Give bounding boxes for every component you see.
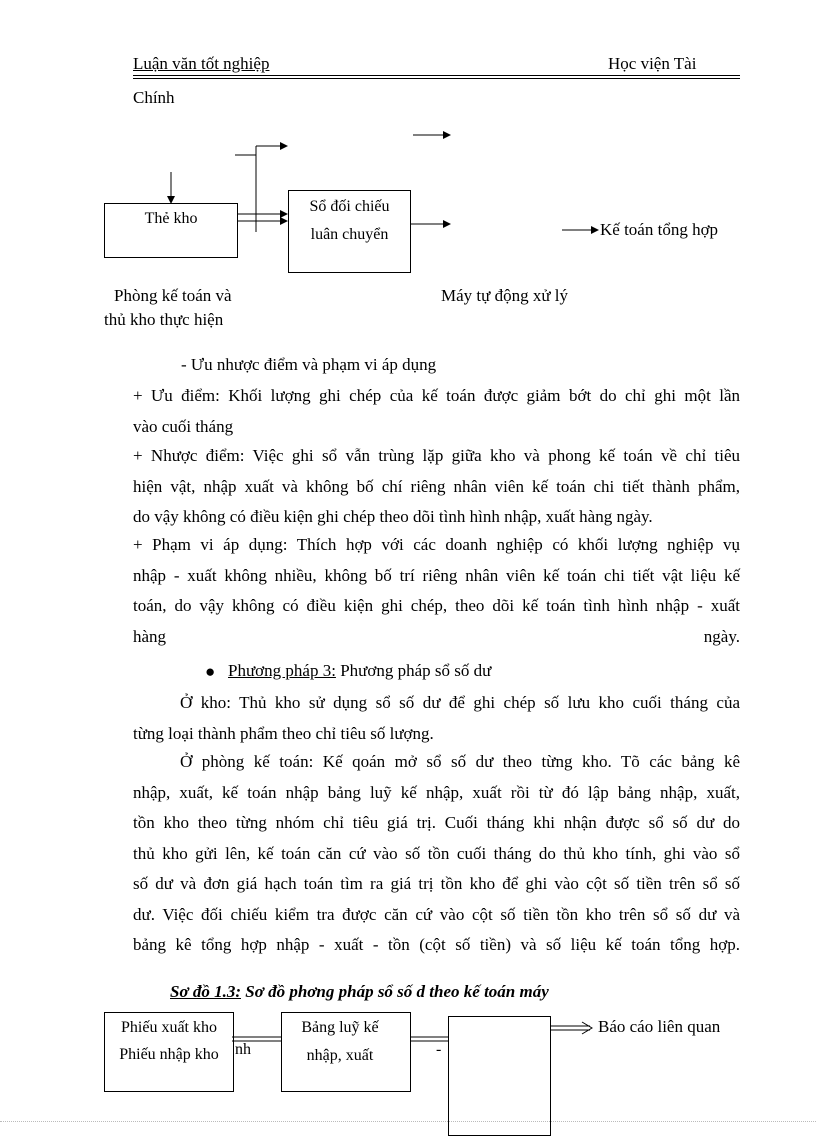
header-right: Học viện Tài: [608, 54, 697, 73]
the-kho-label: Thẻ kho: [144, 210, 198, 227]
uu-diem-line: + Ưu điểm: Khối lượng ghi chép của kế toán được giảm bớt do chỉ ghi một lần: [133, 386, 740, 405]
o-kho-line: Ở kho: Thủ kho sử dụng sổ số dư để ghi chép số lưu kho cuối tháng của: [180, 693, 740, 712]
o-phong-line: Ở phòng kế toán: Kế qoán mở sổ số dư theo từng kho. Tõ các bảng kê: [180, 752, 740, 771]
nhuoc-diem-line: hiện vật, nhập xuất và không bố chí riêng nhân viên kế toán chi tiết thành phẩm,: [133, 476, 740, 496]
pham-vi-last-left: hàng: [133, 626, 167, 646]
o-phong-line: số dư và đơn giá hạch toán tìm ra giá trị tồn kho để ghi vào cột số tiền trên sổ số: [133, 874, 740, 893]
header-left: Luận văn tốt nghiệp: [133, 54, 270, 73]
phong-ke-toan-line1: Phòng kế toán và: [114, 286, 232, 305]
nhuoc-diem-line: + Nhược điểm: Việc ghi sổ vẫn trùng lặp giữa kho và phong kế toán về chỉ tiêu: [133, 446, 740, 465]
ke-toan-tong-hop-label: Kế toán tổng hợp: [600, 220, 719, 239]
bang-luy-ke-line2: nhập, xuất: [306, 1047, 374, 1064]
empty-box: [448, 1016, 551, 1136]
so-doi-chieu-line1: Sổ đối chiếu: [309, 198, 390, 215]
o-phong-line: dư. Việc đối chiếu kiểm tra được căn cứ vào cột số tiền tồn kho trên sổ số dư và: [133, 904, 740, 924]
stray-dash: -: [436, 1041, 442, 1058]
diagram-2-caption-label: Sơ đồ 1.3:: [170, 982, 241, 1001]
diagram-2-caption-title: Sơ đồ phơng pháp sổ số d theo kế toán máy: [241, 982, 549, 1001]
method3-title: Phương pháp sổ số dư: [335, 661, 492, 680]
phieu-nhap-label: Phiếu nhập kho: [119, 1046, 219, 1063]
sub-heading: - Ưu nhược điểm và phạm vi áp dụng: [181, 355, 437, 374]
o-phong-line: nhập, xuất, kế toán nhập bảng luỹ kế nhập, xuất rồi từ đó lập bảng nhập, xuất,: [133, 782, 740, 802]
o-phong-line: thủ kho gửi lên, kế toán căn cứ vào số tồn cuối tháng do thủ kho tính, ghi vào sổ: [133, 843, 740, 863]
o-phong-line: bảng kê tổng hợp nhập - xuất - tồn (cột số tiền) và số liệu kế toán tổng hợp.: [133, 935, 740, 954]
phong-ke-toan-line2: thủ kho thực hiện: [104, 310, 224, 329]
uu-diem-line: vào cuối tháng: [133, 416, 234, 436]
pham-vi-line: nhập - xuất không nhiều, không bố trí riêng nhân viên kế toán chi tiết vật liệu kế: [133, 565, 740, 585]
o-kho-line: từng loại thành phẩm theo chỉ tiêu số lượng.: [133, 723, 434, 743]
stray-text-nh: nh: [235, 1041, 251, 1058]
page-bottom-edge: [0, 1121, 816, 1122]
bullet-icon: ●: [205, 662, 216, 681]
nhuoc-diem-line: do vậy không có điều kiện ghi chép theo dõi tình hình nhập, xuất hàng ngày.: [133, 507, 653, 526]
pham-vi-line: + Phạm vi áp dụng: Thích hợp với các doanh nghiệp có khối lượng nghiệp vụ: [133, 535, 740, 554]
method3-label: Phương pháp 3:: [228, 661, 336, 680]
bao-cao-label: Báo cáo liên quan: [598, 1017, 721, 1036]
pham-vi-last-right: ngày.: [703, 626, 740, 646]
pham-vi-line: toán, do vậy không có điều kiện ghi chép, theo dõi kế toán tình hình nhập - xuất: [133, 596, 740, 615]
o-phong-line: tồn kho theo từng nhóm chỉ tiêu giá trị. Cuối tháng khi nhận được sổ số dư do: [133, 813, 740, 832]
header-continuation: Chính: [133, 88, 175, 107]
so-doi-chieu-line2: luân chuyển: [310, 226, 389, 243]
phieu-xuat-label: Phiếu xuất kho: [121, 1019, 217, 1036]
may-tu-dong-label: Máy tự động xử lý: [441, 286, 569, 305]
bang-luy-ke-line1: Bảng luỹ kế: [301, 1019, 379, 1036]
